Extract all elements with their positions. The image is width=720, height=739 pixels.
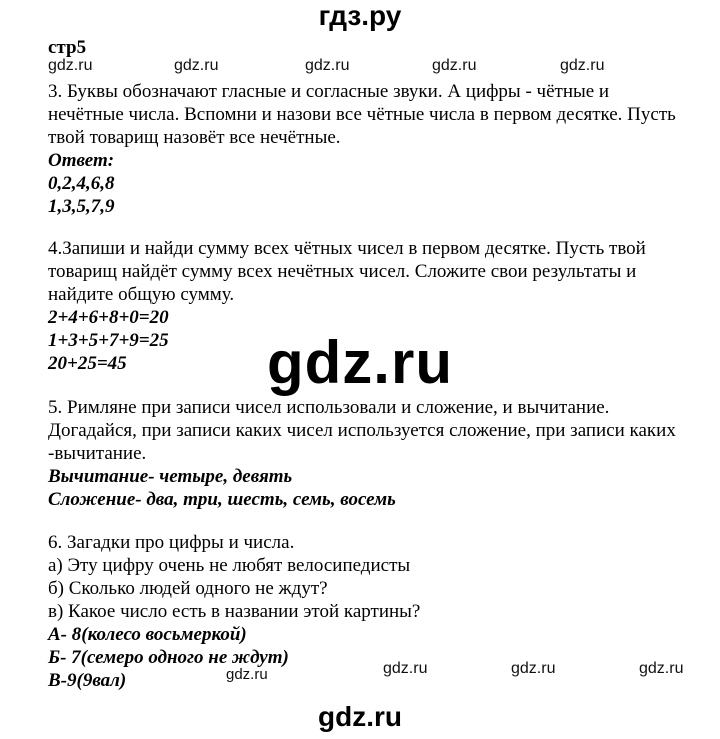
task3-text-line: нечётные числа. Вспомни и назови все чётные числа в первом десятке. Пусть	[48, 104, 676, 125]
task5-text-line: 5. Римляне при записи чисел использовали и сложение, и вычитание.	[48, 397, 610, 418]
task4-answer: 20+25=45	[48, 353, 127, 374]
site-header[interactable]: гдз.ру	[318, 0, 402, 31]
task6-text-line: 6. Загадки про цифры и числа.	[48, 532, 295, 553]
watermark: gdz.ru	[226, 666, 268, 683]
watermark: gdz.ru	[305, 57, 350, 74]
task5-answer: Вычитание- четыре, девять	[48, 466, 293, 487]
answer-label: Ответ:	[48, 150, 115, 171]
task3-text-line: 3. Буквы обозначают гласные и согласные звуки. А цифры - чётные и	[48, 81, 610, 102]
task6-text-line: а) Эту цифру очень не любят велосипедисты	[48, 555, 411, 576]
task6-answer: А- 8(колесо восьмеркой)	[48, 624, 247, 645]
watermark: gdz.ru	[560, 57, 605, 74]
task5-text-line: -вычитание.	[48, 443, 147, 464]
watermark: gdz.ru	[432, 57, 477, 74]
watermark: gdz.ru	[383, 660, 428, 677]
task5-answer: Сложение- два, три, шесть, семь, восемь	[48, 489, 396, 510]
task4-text-line: 4.Запиши и найди сумму всех чётных чисел в первом десятке. Пусть твой	[48, 238, 646, 259]
page-label: стр5	[48, 37, 87, 58]
task4-answer: 1+3+5+7+9=25	[48, 330, 169, 351]
task6-text-line: б) Сколько людей одного не ждут?	[48, 578, 328, 599]
watermark: gdz.ru	[511, 660, 556, 677]
site-footer[interactable]: gdz.ru	[318, 701, 402, 732]
task4-text-line: найдите общую сумму.	[48, 284, 235, 305]
task6-answer: В-9(9вал)	[48, 670, 127, 691]
task5-text-line: Догадайся, при записи каких чисел используется сложение, при записи каких	[48, 420, 676, 441]
watermark: gdz.ru	[48, 57, 93, 74]
watermark: gdz.ru	[639, 660, 684, 677]
task4-text-line: товарищ найдёт сумму всех нечётных чисел. Сложите свои результаты и	[48, 261, 637, 282]
task3-answer: 0,2,4,6,8	[48, 173, 115, 194]
big-watermark: gdz.ru	[267, 329, 453, 396]
task4-answer: 2+4+6+8+0=20	[48, 307, 169, 328]
watermark: gdz.ru	[174, 57, 219, 74]
task6-text-line: в) Какое число есть в названии этой картины?	[48, 601, 421, 622]
task6-answer: Б- 7(семеро одного не ждут)	[48, 647, 289, 668]
task3-text-line: твой товарищ назовёт все нечётные.	[48, 127, 341, 148]
task3-answer: 1,3,5,7,9	[48, 196, 115, 217]
